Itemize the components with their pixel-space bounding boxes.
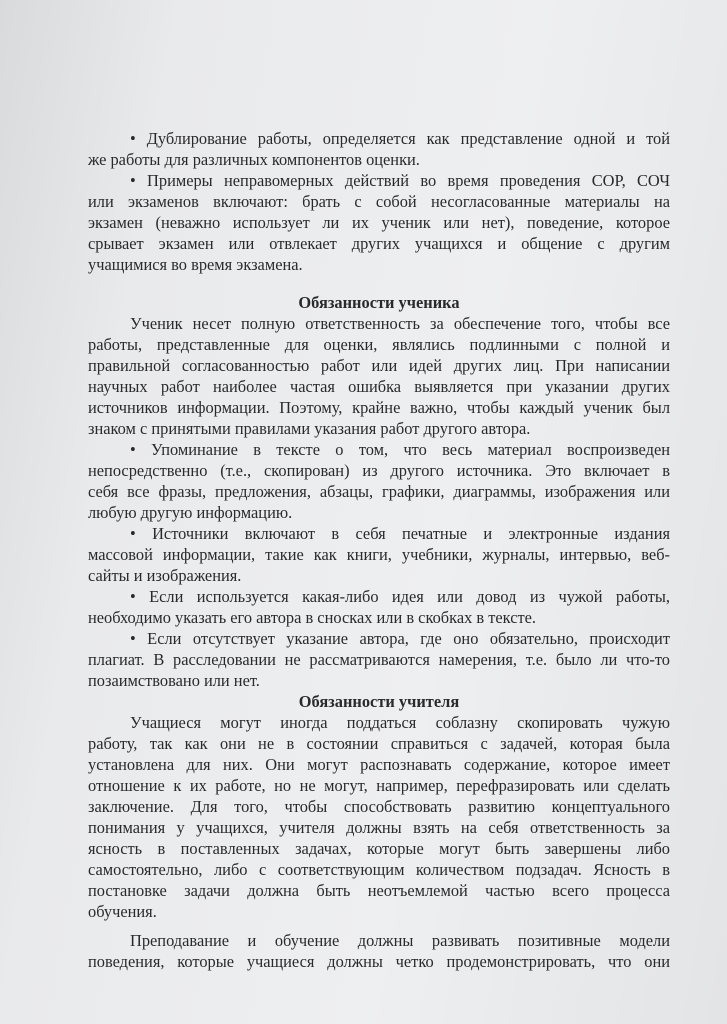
- text-line: экзамен (неважно использует ли их ученик или нет), поведение, которое: [88, 213, 670, 232]
- section-heading: Обязанности ученика: [298, 293, 460, 312]
- text-line: обучения.: [88, 902, 157, 921]
- section-heading: Обязанности учителя: [298, 692, 460, 711]
- text-line: непосредственно (т.е., скопирован) из другого источника. Это включает в: [88, 461, 670, 480]
- bullet-paragraph: [88, 439, 670, 523]
- text-line: понимания у учащихся, учителя должны взять на себя ответственность за: [88, 818, 670, 837]
- text-line: или экзаменов включают: брать с собой несогласованные материалы на: [88, 192, 670, 211]
- text-line: Ученик несет полную ответственность за обеспечение того, чтобы все: [130, 314, 670, 333]
- text-line: правильной согласованностью работ или идей других лиц. При написании: [88, 356, 670, 375]
- text-line: заключение. Для того, чтобы способствовать развитию концептуального: [88, 797, 670, 816]
- text-line: сайты и изображения.: [88, 566, 242, 585]
- text-line: себя все фразы, предложения, абзацы, графики, диаграммы, изображения или: [88, 482, 670, 501]
- paragraph: [88, 712, 670, 922]
- bullet-paragraph: [88, 628, 670, 691]
- text-line: • Дублирование работы, определяется как представление одной и той: [130, 129, 670, 148]
- bullet-paragraph: [88, 523, 670, 586]
- text-line: необходимо указать его автора в сносках или в скобках в тексте.: [88, 608, 537, 627]
- text-line: постановке задачи должна быть неотъемлемой частью всего процесса: [88, 881, 670, 900]
- text-line: же работы для различных компонентов оценки.: [88, 150, 420, 169]
- text-line: • Примеры неправомерных действий во время проведения СОР, СОЧ: [130, 171, 670, 190]
- text-line: массовой информации, такие как книги, учебники, журналы, интервью, веб-: [88, 545, 670, 564]
- text-line: учащимися во время экзамена.: [88, 255, 303, 274]
- text-line: установлена для них. Они могут распознавать содержание, которое имеет: [88, 755, 670, 774]
- text-line: плагиат. В расследовании не рассматриваются намерения, т.е. было ли что-то: [88, 650, 670, 669]
- text-line: • Если отсутствует указание автора, где оно обязательно, происходит: [130, 629, 670, 648]
- text-line: Преподавание и обучение должны развивать позитивные модели: [130, 931, 670, 950]
- text-line: позаимствовано или нет.: [88, 671, 260, 690]
- text-line: поведения, которые учащиеся должны четко продемонстрировать, что они: [88, 952, 670, 971]
- text-line: источников информации. Поэтому, крайне важно, чтобы каждый ученик был: [88, 398, 670, 417]
- text-line: работы, представленные для оценки, являлись подлинными с полной и: [88, 335, 670, 354]
- text-line: работу, так как они не в состоянии справиться с задачей, которая была: [88, 734, 670, 753]
- bullet-paragraph: [88, 170, 670, 275]
- text-line: научных работ наиболее частая ошибка выявляется при указании других: [88, 377, 670, 396]
- text-line: • Источники включают в себя печатные и электронные издания: [130, 524, 670, 543]
- paragraph: [88, 930, 670, 972]
- paragraph: [88, 313, 670, 439]
- text-line: срывает экзамен или отвлекает других учащихся и общение с другим: [88, 234, 670, 253]
- text-line: Учащиеся могут иногда поддаться соблазну скопировать чужую: [130, 713, 670, 732]
- document-page: [88, 128, 670, 972]
- bullet-paragraph: [88, 586, 670, 628]
- bullet-paragraph: [88, 128, 670, 170]
- text-line: любую другую информацию.: [88, 503, 293, 522]
- text-line: самостоятельно, либо с соответствующим количеством подзадач. Ясность в: [88, 860, 670, 879]
- text-line: отношение к их работе, но не могут, например, перефразировать или сделать: [88, 776, 670, 795]
- text-line: • Упоминание в тексте о том, что весь материал воспроизведен: [130, 440, 670, 459]
- text-line: • Если используется какая-либо идея или довод из чужой работы,: [130, 587, 670, 606]
- text-line: ясность в поставленных задачах, которые могут быть завершены либо: [88, 839, 670, 858]
- text-line: знаком с принятыми правилами указания работ другого автора.: [88, 419, 531, 438]
